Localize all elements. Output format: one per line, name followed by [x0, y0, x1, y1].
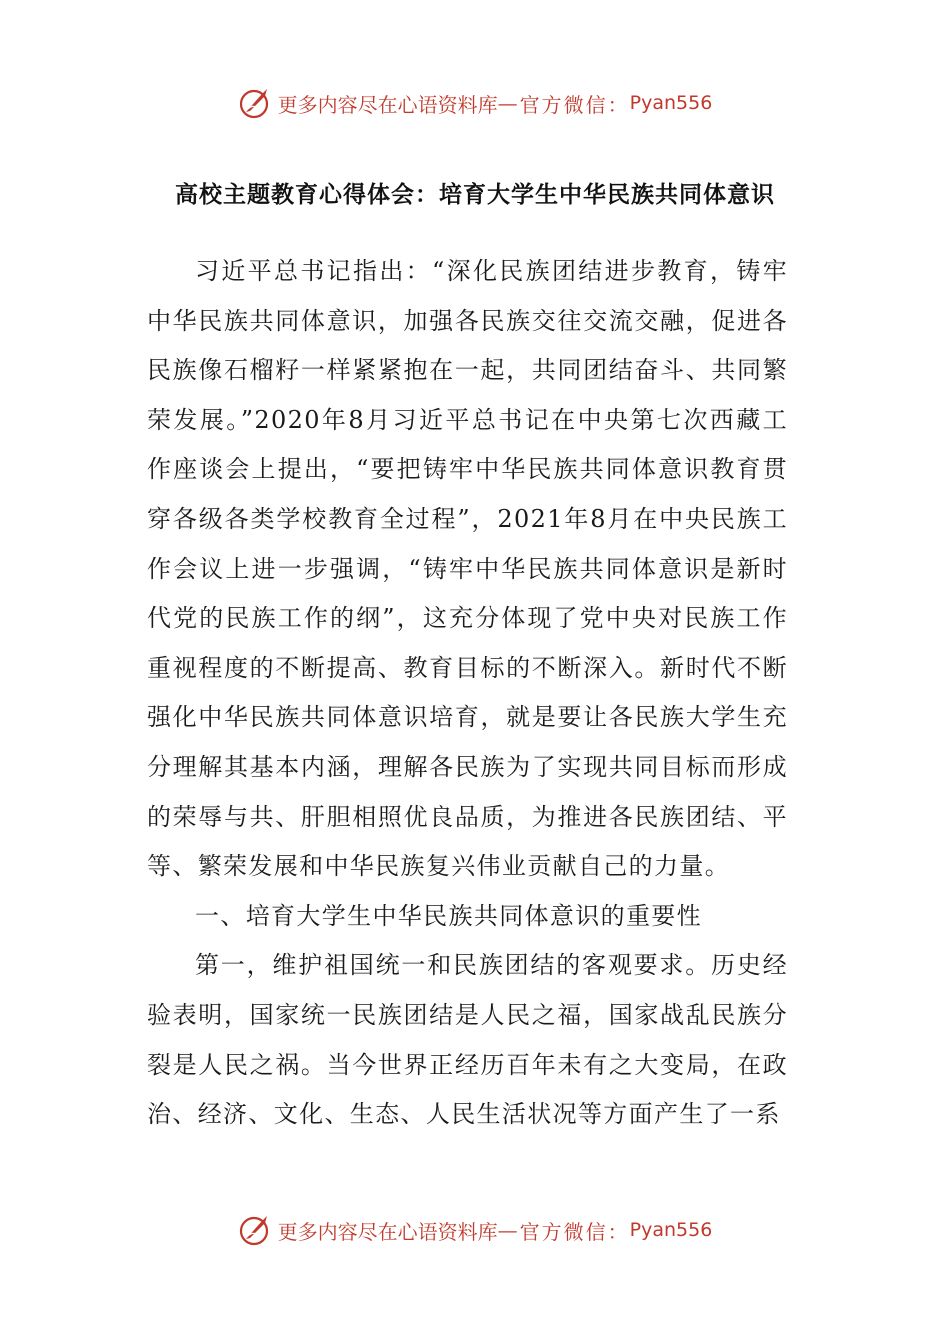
paragraph-first-point: 第一，维护祖国统一和民族团结的客观要求。历史经验表明，国家统一民族团结是人民之福，国家战乱民族分裂是人民之祸。当今世界正经历百年未有之大变局，在政治、经济、文化、生态、人民生活状况等方面产生了一系 [147, 951, 788, 1129]
document-title: 高校主题教育心得体会：培育大学生中华民族共同体意识 [175, 181, 775, 208]
banner-separator: — [497, 1218, 520, 1242]
banner-contact-label: 官方微信： [519, 1219, 630, 1244]
banner-wechat-id: Pyan556 [629, 1219, 713, 1241]
banner-wechat-id: Pyan556 [629, 92, 713, 114]
paragraph-intro: 习近平总书记指出：“深化民族团结进步教育，铸牢中华民族共同体意识，加强各民族交往交流交融，促进各民族像石榴籽一样紧紧抱在一起，共同团结奋斗、共同繁荣发展。”2020年8月习近平总书记在中央第七次西藏工作座谈会上提出，“要把铸牢中华民族共同体意识教育贯穿各级各类学校教育全过程”，2021年8月在中央民族工作会议上进一步强调，“铸牢中华民族共同体意识是新时代党的民族工作的纲”，这充分体现了党中央对民族工作重视程度的不断提高、教育目标的不断深入。新时代不断强化中华民族共同体意识培育，就是要让各民族大学生充分理解其基本内涵，理解各民族为了实现共同目标而形成的荣辱与共、肝胆相照优良品质，为推进各民族团结、平等、繁荣发展和中华民族复兴伟业贡献自己的力量。 [147, 257, 788, 881]
document-body [147, 247, 788, 1140]
quill-logo-icon [238, 1212, 274, 1248]
banner-separator: — [497, 91, 520, 115]
banner-contact-label: 官方微信： [519, 92, 630, 117]
banner-brand: 更多内容尽在心语资料库 [277, 1219, 498, 1244]
section-heading: 一、培育大学生中华民族共同体意识的重要性 [195, 901, 702, 930]
footer-banner [0, 1210, 950, 1250]
banner-brand: 更多内容尽在心语资料库 [277, 92, 498, 117]
header-banner [0, 83, 950, 123]
quill-logo-icon [238, 85, 274, 121]
